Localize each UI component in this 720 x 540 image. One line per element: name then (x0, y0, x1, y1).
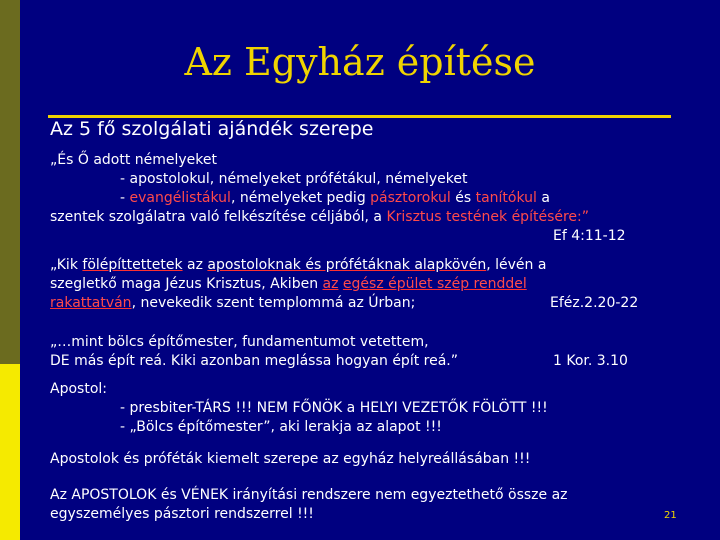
highlight-text: evangélistákul (129, 190, 231, 206)
quote-eph-2 (50, 256, 639, 313)
statement-text: Apostolok és próféták kiemelt szerepe az egyház helyreállásában !!! (50, 451, 531, 467)
quote-text: és (450, 190, 476, 206)
quote-text: DE más épít reá. Kiki azonban meglássa hogyan épít reá.” (50, 353, 458, 369)
quote-text: „És Ő adott némelyeket (50, 152, 218, 168)
quote-text: a (536, 190, 550, 206)
list-item (50, 418, 548, 437)
page-number: 21 (664, 510, 677, 521)
quote-line (50, 170, 589, 189)
quote-text: szentek szolgálatra való felkészítése céljából, a (50, 209, 387, 225)
quote-text: „…mint bölcs építőmester, fundamentumot vetettem, (50, 334, 429, 350)
statement-governance (50, 486, 568, 524)
list-item-text: - „Bölcs építőmester”, aki lerakja az alapot !!! (120, 419, 442, 435)
statement-text: Az APOSTOLOK és VÉNEK irányítási rendszere nem egyeztethető össze az (50, 487, 568, 503)
quote-text: , lévén a (486, 257, 547, 273)
quote-text: , némelyeket pedig (230, 190, 371, 206)
bible-reference: Ef 4:11-12 (553, 228, 626, 244)
statement-line (50, 450, 530, 469)
quote-line (50, 189, 589, 208)
quote-line (50, 227, 626, 246)
statement-line (50, 505, 568, 524)
apostol-section (50, 380, 548, 437)
list-item (50, 399, 548, 418)
highlight-text: egész épület szép renddel (342, 276, 527, 292)
quote-text: - (120, 190, 130, 206)
bible-reference: Eféz.2.20-22 (550, 295, 639, 311)
sidebar-accent-bottom (0, 364, 20, 540)
quote-text: - apostolokul, némelyeket prófétákul, némelyeket (120, 171, 468, 187)
quote-1-cor-3 (50, 333, 628, 371)
quote-line (50, 208, 589, 227)
quote-ef-4 (50, 151, 626, 246)
quote-line (50, 151, 589, 170)
highlight-text: pásztorokul (370, 190, 451, 206)
section-heading (50, 380, 548, 399)
quote-text: , nevekedik szent templommá az Úrban; (131, 295, 416, 311)
highlight-text: rakattatván (50, 295, 132, 311)
highlight-text: tanítókul (475, 190, 537, 206)
statement-restoration (50, 450, 530, 469)
quote-text: szegletkő maga Jézus Krisztus, Akiben (50, 276, 323, 292)
section-heading-text: Apostol: (50, 381, 107, 397)
statement-text: egyszemélyes pásztori rendszerrel !!! (50, 506, 314, 522)
highlight-text: az (322, 276, 339, 292)
slide-title: Az Egyház építése (184, 40, 536, 84)
quote-text: „Kik (50, 257, 83, 273)
list-item-text: - presbiter-TÁRS !!! NEM FŐNÖK a HELYI VEZETŐK FÖLÖTT !!! (120, 400, 548, 416)
underlined-text: fölépíttettetek (82, 257, 183, 273)
quote-line (50, 256, 546, 275)
quote-line (50, 275, 546, 294)
statement-line (50, 486, 568, 505)
highlight-text: Krisztus testének építésére:” (386, 209, 590, 225)
slide-subtitle: Az 5 fő szolgálati ajándék szerepe (50, 118, 374, 140)
quote-line (50, 352, 628, 371)
quote-text: az (182, 257, 208, 273)
quote-line (50, 333, 458, 352)
underlined-text: apostoloknak és prófétáknak alapkövén (207, 257, 487, 273)
quote-line (50, 294, 639, 313)
bible-reference: 1 Kor. 3.10 (553, 353, 628, 369)
